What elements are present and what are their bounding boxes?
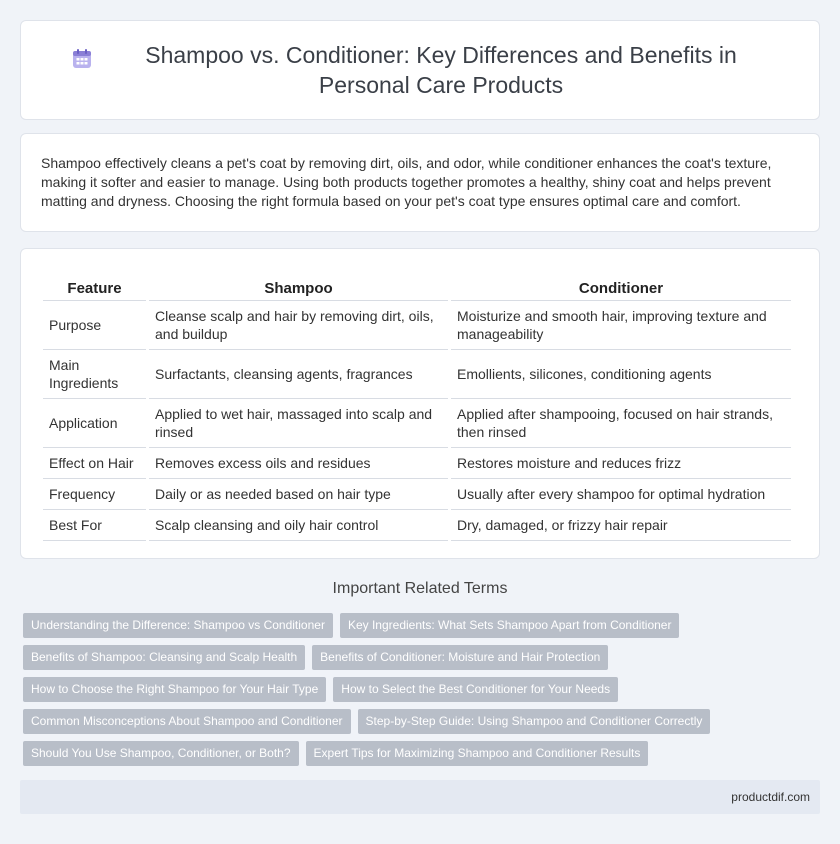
row-conditioner: Dry, damaged, or frizzy hair repair bbox=[451, 510, 791, 541]
header-feature: Feature bbox=[43, 273, 146, 301]
related-tag[interactable]: Benefits of Shampoo: Cleansing and Scalp Health bbox=[23, 645, 305, 670]
row-feature: Purpose bbox=[43, 301, 146, 350]
table-row bbox=[43, 399, 791, 448]
table-header-row bbox=[43, 273, 791, 301]
related-tag[interactable]: Benefits of Conditioner: Moisture and Hair Protection bbox=[312, 645, 608, 670]
table-row bbox=[43, 448, 791, 479]
related-tag[interactable]: How to Choose the Right Shampoo for Your Hair Type bbox=[23, 677, 326, 702]
related-tag[interactable]: How to Select the Best Conditioner for Your Needs bbox=[333, 677, 618, 702]
tag-row bbox=[23, 709, 823, 734]
row-shampoo: Surfactants, cleansing agents, fragrances bbox=[149, 350, 448, 399]
related-tag[interactable]: Common Misconceptions About Shampoo and Conditioner bbox=[23, 709, 351, 734]
tag-row bbox=[23, 741, 823, 766]
row-shampoo: Cleanse scalp and hair by removing dirt, oils, and buildup bbox=[149, 301, 448, 350]
related-tag[interactable]: Should You Use Shampoo, Conditioner, or Both? bbox=[23, 741, 299, 766]
row-feature: Application bbox=[43, 399, 146, 448]
table-row bbox=[43, 510, 791, 541]
tag-row bbox=[23, 613, 823, 638]
related-tag[interactable]: Step-by-Step Guide: Using Shampoo and Conditioner Correctly bbox=[358, 709, 711, 734]
footer-site-name: productdif.com bbox=[731, 790, 810, 804]
related-tags bbox=[23, 613, 823, 773]
header-shampoo: Shampoo bbox=[149, 273, 448, 301]
row-feature: Best For bbox=[43, 510, 146, 541]
calendar-icon bbox=[70, 47, 94, 71]
header-card bbox=[20, 20, 820, 120]
row-feature: Main Ingredients bbox=[43, 350, 146, 399]
row-conditioner: Restores moisture and reduces frizz bbox=[451, 448, 791, 479]
intro-card bbox=[20, 133, 820, 232]
page-title: Shampoo vs. Conditioner: Key Differences and Benefits in Personal Care Products bbox=[145, 42, 737, 98]
row-shampoo: Daily or as needed based on hair type bbox=[149, 479, 448, 510]
related-terms-title: Important Related Terms bbox=[332, 580, 508, 597]
row-feature: Effect on Hair bbox=[43, 448, 146, 479]
footer bbox=[20, 780, 820, 814]
comparison-card bbox=[20, 248, 820, 559]
title-wrap bbox=[70, 40, 770, 100]
tag-row bbox=[23, 677, 823, 702]
table-row bbox=[43, 301, 791, 350]
row-conditioner: Moisturize and smooth hair, improving texture and manageability bbox=[451, 301, 791, 350]
row-shampoo: Applied to wet hair, massaged into scalp and rinsed bbox=[149, 399, 448, 448]
row-shampoo: Scalp cleansing and oily hair control bbox=[149, 510, 448, 541]
table-row bbox=[43, 350, 791, 399]
row-conditioner: Applied after shampooing, focused on hair strands, then rinsed bbox=[451, 399, 791, 448]
related-tag[interactable]: Understanding the Difference: Shampoo vs Conditioner bbox=[23, 613, 333, 638]
comparison-table bbox=[40, 273, 794, 541]
row-shampoo: Removes excess oils and residues bbox=[149, 448, 448, 479]
related-tag[interactable]: Expert Tips for Maximizing Shampoo and Conditioner Results bbox=[306, 741, 649, 766]
row-conditioner: Usually after every shampoo for optimal hydration bbox=[451, 479, 791, 510]
row-feature: Frequency bbox=[43, 479, 146, 510]
tag-row bbox=[23, 645, 823, 670]
table-row bbox=[43, 479, 791, 510]
intro-paragraph: Shampoo effectively cleans a pet's coat by removing dirt, oils, and odor, while conditioner enhances the coat's texture, making it softer and easier to manage. Using both products together promotes a healthy, shiny coat and helps prevent matting and dryness. Choosing the right formula based on your pet's coat type ensures optimal care and comfort. bbox=[41, 155, 772, 209]
row-conditioner: Emollients, silicones, conditioning agents bbox=[451, 350, 791, 399]
header-conditioner: Conditioner bbox=[451, 273, 791, 301]
related-tag[interactable]: Key Ingredients: What Sets Shampoo Apart from Conditioner bbox=[340, 613, 680, 638]
